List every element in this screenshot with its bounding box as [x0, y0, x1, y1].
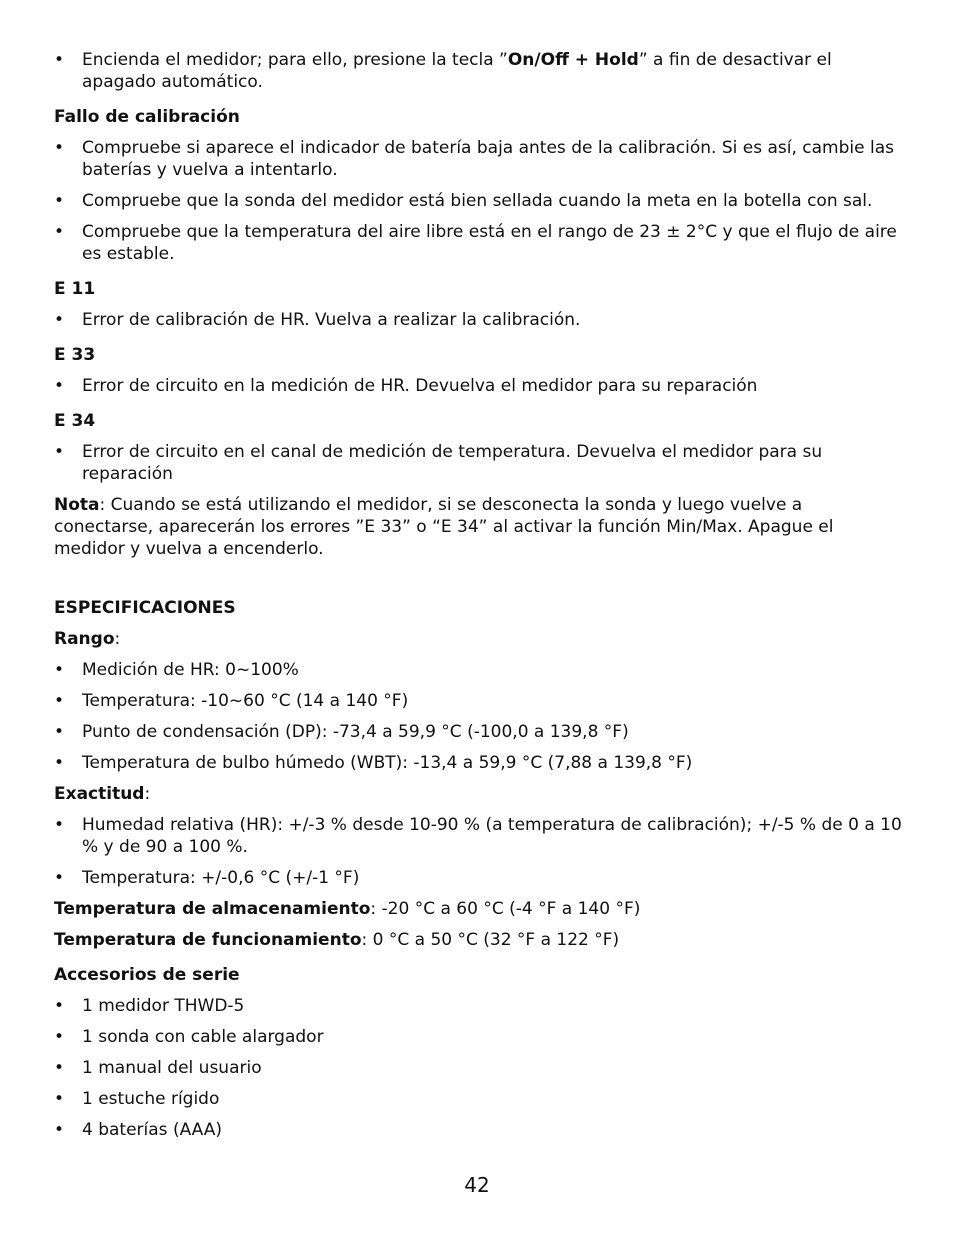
list-item: • 1 manual del usuario [54, 1057, 904, 1079]
list-item: • 4 baterías (AAA) [54, 1119, 904, 1141]
operating-temp-value: : 0 °C a 50 °C (32 °F a 122 °F) [361, 930, 620, 950]
storage-temp-line [54, 898, 904, 920]
exactitud-label-line: Exactitud: [54, 784, 151, 804]
bullet-text: Encienda el medidor; para ello, presione la tecla ” [82, 50, 508, 70]
list-item: • Temperatura: +/-0,6 °C (+/-1 °F) [54, 867, 904, 889]
list-item: • Error de circuito en la medición de HR. Devuelva el medidor para su reparación [54, 375, 904, 397]
key-label: On/Off + Hold [507, 50, 639, 70]
note-paragraph [54, 494, 904, 560]
document-page [54, 49, 904, 1150]
list-item: • Temperatura de bulbo húmedo (WBT): -13,4 a 59,9 °C (7,88 a 139,8 °F) [54, 752, 904, 774]
list-item: • Compruebe si aparece el indicador de batería baja antes de la calibración. Si es así, cambie las baterías y vuelva a intentarlo. [54, 137, 904, 181]
list-item: • 1 sonda con cable alargador [54, 1026, 904, 1048]
section-heading-e11: E 11 [54, 279, 96, 299]
list-item: • Humedad relativa (HR): +/-3 % desde 10-90 % (a temperatura de calibración); +/-5 % de 0 a 10 % y de 90 a 100 %. [54, 814, 904, 858]
list-item: • Compruebe que la sonda del medidor está bien sellada cuando la meta en la botella con sal. [54, 190, 904, 212]
operating-temp-line [54, 929, 904, 951]
list-item: • Error de calibración de HR. Vuelva a realizar la calibración. [54, 309, 904, 331]
note-label: Nota [54, 495, 100, 515]
list-item: • Temperatura: -10~60 °C (14 a 140 °F) [54, 690, 904, 712]
list-item: • Punto de condensación (DP): -73,4 a 59,9 °C (-100,0 a 139,8 °F) [54, 721, 904, 743]
rango-label: Rango [54, 629, 115, 649]
page-number: 42 [464, 1173, 490, 1197]
list-item: • 1 medidor THWD-5 [54, 995, 904, 1017]
specs-heading: ESPECIFICACIONES [54, 598, 236, 618]
list-item: • 1 estuche rígido [54, 1088, 904, 1110]
section-heading-fallo: Fallo de calibración [54, 107, 240, 127]
section-heading-e34: E 34 [54, 411, 96, 431]
section-heading-e33: E 33 [54, 345, 96, 365]
list-item: • Compruebe que la temperatura del aire libre está en el rango de 23 ± 2°C y que el flujo de aire es estable. [54, 221, 904, 265]
rango-label-line: Rango: [54, 629, 121, 649]
storage-temp-label: Temperatura de almacenamiento [54, 899, 371, 919]
list-item: • Error de circuito en el canal de medición de temperatura. Devuelva el medidor para su reparación [54, 441, 904, 485]
note-text: : Cuando se está utilizando el medidor, si se desconecta la sonda y luego vuelve a conectarse, aparecerán los errores ”E 33” o “E 34” al activar la función Min/Max. Apague el medidor y vuelva a encenderlo. [54, 495, 834, 559]
accessories-heading: Accesorios de serie [54, 965, 240, 985]
storage-temp-value: : -20 °C a 60 °C (-4 °F a 140 °F) [370, 899, 641, 919]
list-item [54, 49, 904, 93]
exactitud-label: Exactitud [54, 784, 145, 804]
list-item: • Medición de HR: 0~100% [54, 659, 904, 681]
operating-temp-label: Temperatura de funcionamiento [54, 930, 362, 950]
bullet-text: ” a fin de desactivar el apagado automático. [82, 50, 832, 92]
